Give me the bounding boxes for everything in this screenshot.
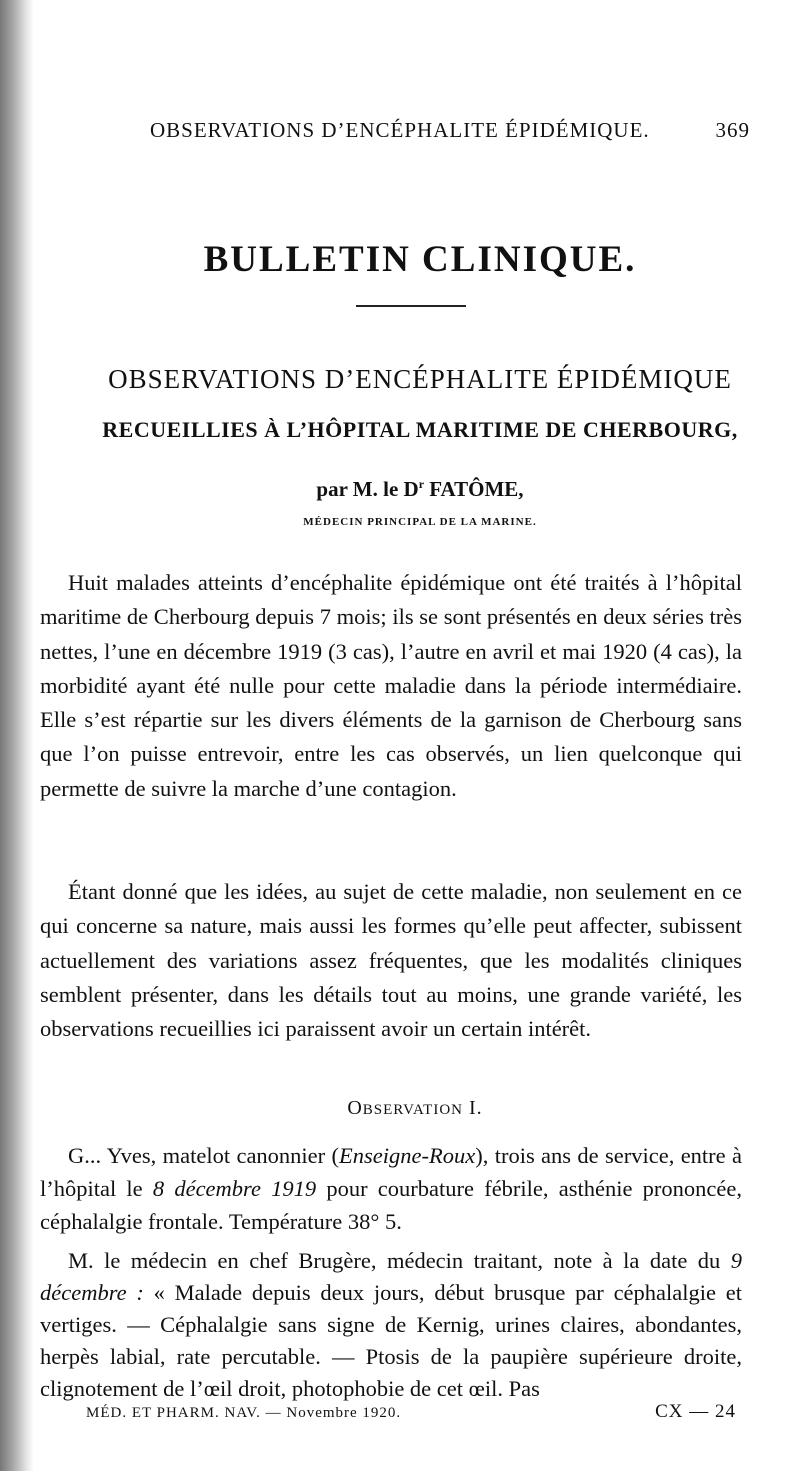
admission-date: 8 décembre 1919 bbox=[152, 1176, 317, 1201]
document-page bbox=[40, 0, 780, 1471]
paragraph-1 bbox=[40, 566, 742, 806]
author-line bbox=[40, 477, 800, 502]
article-title: OBSERVATIONS D’ENCÉPHALITE ÉPIDÉMIQUE bbox=[108, 364, 732, 394]
main-title: BULLETIN CLINIQUE. bbox=[203, 239, 637, 280]
footer-journal: MÉD. ET PHARM. NAV. — Novembre 1920. bbox=[86, 1405, 402, 1421]
footer-volume: CX — 24 bbox=[655, 1401, 736, 1422]
observation-heading bbox=[40, 1097, 790, 1120]
paragraph-1-text: Huit malades atteints d’encéphalite épidémique ont été traités à l’hôpital maritime de Cherbourg depuis 7 mois; ils se sont présentés en deux séries très nettes, l’une en décembre 1919 (3 cas), l’autre en avril et mai 1920 (4 cas), la morbidité ayant été nulle pour cette maladie dans la période intermédiaire. Elle s’est répartie sur les divers éléments de la garnison de Cherbourg sans que l’on puisse entrevoir, entre les cas observés, un lien quelconque qui permette de suivre la marche d’une contagion. bbox=[40, 570, 742, 801]
paragraph-2 bbox=[40, 875, 742, 1046]
p4-part-b: « Malade depuis deux jours, début brusque par céphalalgie et vertiges. — Céphalalgie sans signe de Kernig, urines claires, abondantes, herpès labial, rate percutable. — Ptosis de la paupière supérieure droite, clignotement de l’œil droit, photophobie de cet œil. Pas bbox=[40, 1280, 743, 1401]
p3-part-a: G... Yves, matelot canonnier ( bbox=[68, 1143, 340, 1168]
observation-heading-rest: BSERVATION bbox=[362, 1102, 463, 1118]
observation-number: I. bbox=[463, 1097, 483, 1119]
paragraph-2-text: Étant donné que les idées, au sujet de cette maladie, non seulement en ce qui concerne sa nature, mais aussi les formes qu’elle peut affecter, subissent actuellement des variations assez fréquentes, que les modalités cliniques semblent présenter, dans les détails tout au moins, une grande variété, les observations recueillies ici paraissent avoir un certain intérêt. bbox=[40, 879, 742, 1042]
author-superscript: r bbox=[418, 477, 425, 491]
article-subtitle: RECUEILLIES À L’HÔPITAL MARITIME DE CHERBOURG, bbox=[102, 417, 738, 442]
running-head bbox=[150, 118, 750, 143]
note-date: 9 décembre : bbox=[40, 1248, 742, 1305]
observation-heading-initial: O bbox=[347, 1097, 363, 1119]
page-edge-shadow bbox=[0, 0, 34, 1471]
paragraph-4 bbox=[40, 1245, 742, 1405]
title-divider bbox=[356, 305, 466, 307]
paragraph-3-text bbox=[40, 1139, 742, 1238]
ship-name: Enseigne-Roux bbox=[339, 1143, 476, 1168]
p4-part-a: M. le médecin en chef Brugère, médecin traitant, note à la date du bbox=[68, 1248, 731, 1273]
author-affiliation: MÉDECIN PRINCIPAL DE LA MARINE. bbox=[303, 516, 537, 528]
author-name: FATÔME, bbox=[424, 477, 524, 501]
author-prefix: par M. le D bbox=[316, 477, 419, 501]
p3-part-c: pour courbature fébrile, asthénie prononcée, céphalalgie frontale. Température 38° 5. bbox=[40, 1176, 742, 1234]
paragraph-4-text bbox=[40, 1245, 742, 1405]
paragraph-3 bbox=[40, 1139, 742, 1238]
p3-part-b: ), trois ans de service, entre à l’hôpital le bbox=[40, 1143, 743, 1201]
page-number: 369 bbox=[715, 118, 750, 142]
running-head-title: OBSERVATIONS D’ENCÉPHALITE ÉPIDÉMIQUE. bbox=[150, 118, 650, 142]
